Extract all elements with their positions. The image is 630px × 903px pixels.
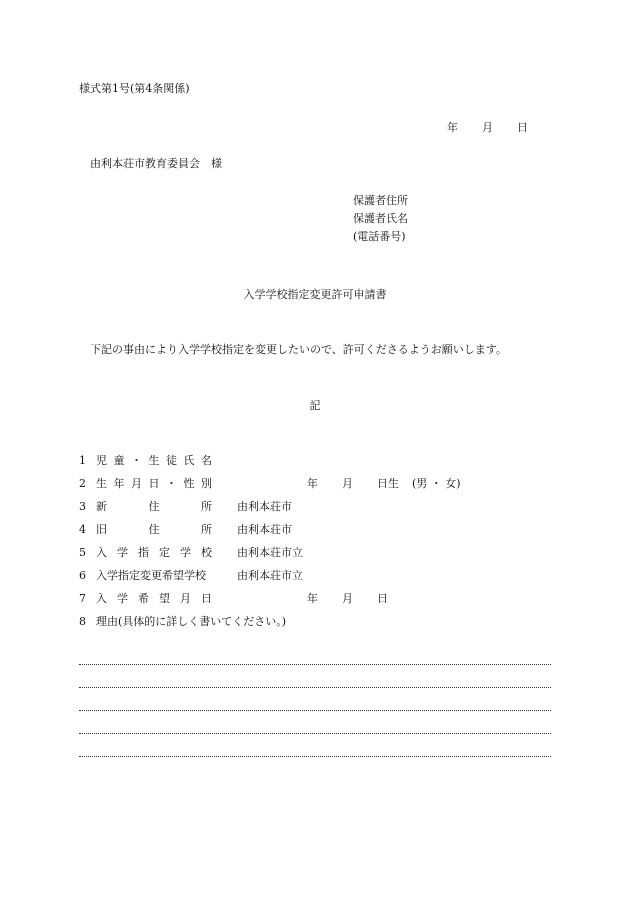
- label-char: 住: [148, 523, 160, 536]
- item-label: 入学指定変更希望学校: [96, 569, 206, 582]
- label-char: 性: [183, 477, 195, 490]
- label-char: 学: [180, 546, 191, 559]
- item-number: 6: [79, 569, 86, 582]
- label-char: 校: [201, 546, 212, 559]
- item-number: 1: [79, 454, 86, 467]
- label-char: 定: [159, 546, 170, 559]
- label-char: 年: [113, 477, 125, 490]
- document-title: 入学学校指定変更許可申請書: [243, 288, 387, 301]
- reason-line[interactable]: [79, 664, 551, 665]
- item-label-spread: [96, 592, 212, 606]
- reason-line[interactable]: [79, 710, 551, 711]
- label-char: 入: [96, 546, 107, 559]
- wish-year: 年: [307, 592, 318, 605]
- label-char: 学: [117, 546, 128, 559]
- wish-day: 日: [377, 592, 388, 605]
- label-char: 生: [148, 454, 160, 467]
- item-label-spread: [96, 500, 212, 514]
- item-number: 7: [79, 592, 86, 605]
- wish-month: 月: [342, 592, 353, 605]
- label-char: 日: [201, 592, 212, 605]
- applicant-name-label: 保護者氏名: [353, 212, 408, 225]
- item-value: 由利本荘市立: [237, 569, 303, 582]
- birth-day: 日生: [377, 477, 399, 490]
- label-char: 氏: [183, 454, 195, 467]
- item-label-spread: [96, 454, 212, 468]
- form-number: 様式第1号(第4条関係): [79, 82, 190, 95]
- birth-month: 月: [342, 477, 353, 490]
- label-char: ・: [131, 454, 142, 467]
- item-value: 由利本荘市: [237, 523, 292, 536]
- sex-choice: (男 ・ 女): [412, 477, 461, 490]
- reason-line[interactable]: [79, 756, 551, 757]
- date-year: 年: [447, 121, 458, 134]
- birth-year: 年: [307, 477, 318, 490]
- label-char: 望: [159, 592, 170, 605]
- label-char: 所: [201, 523, 212, 536]
- applicant-address-label: 保護者住所: [353, 194, 408, 207]
- applicant-phone-label: (電話番号): [353, 230, 406, 243]
- date-month: 月: [482, 121, 493, 134]
- label-char: 希: [138, 592, 149, 605]
- item-label-spread: [96, 523, 212, 537]
- date-day: 日: [517, 121, 528, 134]
- label-char: 新: [96, 500, 107, 513]
- item-label-spread: [96, 546, 212, 560]
- reason-line[interactable]: [79, 687, 551, 688]
- label-char: 日: [148, 477, 160, 490]
- label-char: 学: [117, 592, 128, 605]
- item-number: 3: [79, 500, 86, 513]
- recipient: 由利本荘市教育委員会 様: [90, 157, 222, 170]
- label-char: 指: [138, 546, 149, 559]
- item-value: 由利本荘市: [237, 500, 292, 513]
- item-number: 8: [79, 615, 86, 628]
- item-label: 理由(具体的に詳しく書いてください。): [96, 615, 287, 628]
- label-char: 所: [201, 500, 212, 513]
- label-char: 住: [148, 500, 160, 513]
- label-char: 旧: [96, 523, 107, 536]
- intro-text: 下記の事由により入学学校指定を変更したいので、許可くださるようお願いします。: [90, 343, 507, 356]
- item-label-spread: [96, 477, 212, 491]
- label-char: 別: [201, 477, 212, 490]
- label-char: 月: [180, 592, 191, 605]
- item-number: 5: [79, 546, 86, 559]
- item-number: 4: [79, 523, 86, 536]
- label-char: ・: [166, 477, 177, 490]
- label-char: 童: [113, 454, 125, 467]
- item-number: 2: [79, 477, 86, 490]
- label-char: 徒: [166, 454, 177, 467]
- ki-heading: 記: [309, 399, 321, 412]
- label-char: 生: [96, 477, 107, 490]
- reason-line[interactable]: [79, 733, 551, 734]
- label-char: 月: [131, 477, 142, 490]
- item-value: 由利本荘市立: [237, 546, 303, 559]
- label-char: 名: [201, 454, 212, 467]
- label-char: 入: [96, 592, 107, 605]
- label-char: 児: [96, 454, 107, 467]
